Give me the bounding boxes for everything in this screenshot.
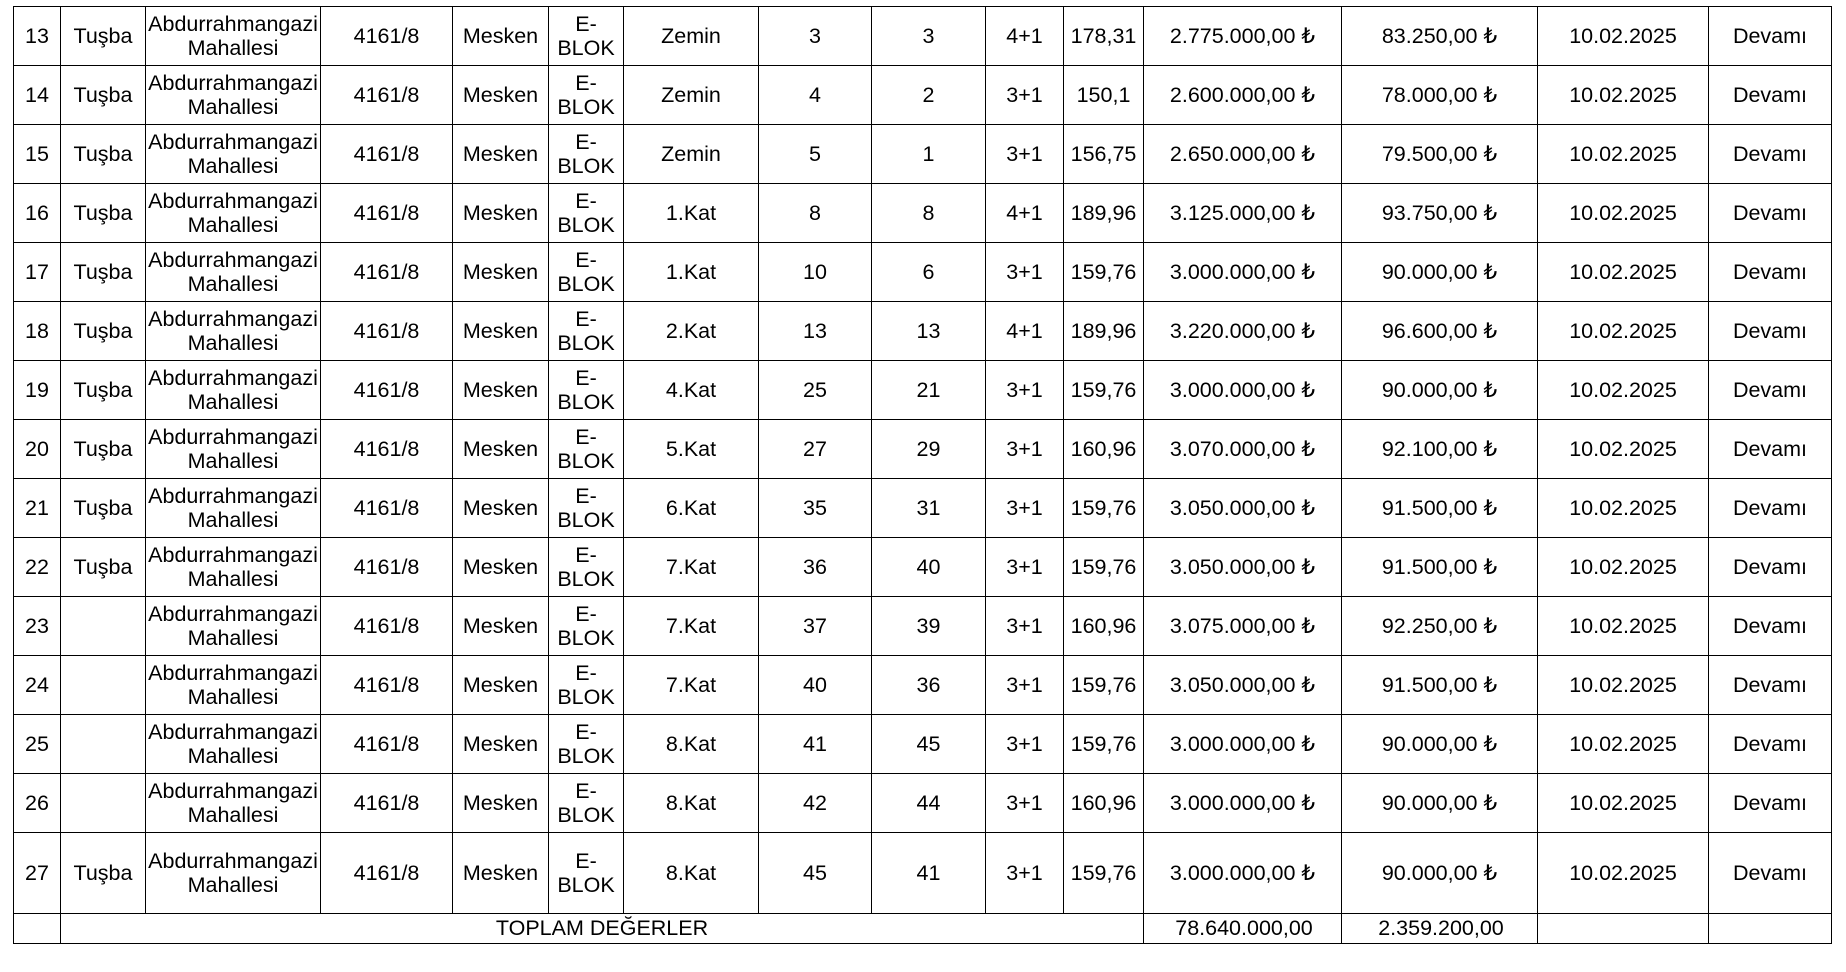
room-layout-cell: 3+1 xyxy=(986,66,1064,125)
room-layout-cell: 3+1 xyxy=(986,715,1064,774)
district-cell: Tuşba xyxy=(61,125,146,184)
deposit-cell: 90.000,00 ₺ xyxy=(1342,243,1538,302)
price-cell: 2.600.000,00 ₺ xyxy=(1144,66,1342,125)
block-cell: E-BLOK xyxy=(549,7,624,66)
deposit-cell: 90.000,00 ₺ xyxy=(1342,715,1538,774)
door-number-cell: 36 xyxy=(872,656,986,715)
district-cell: Tuşba xyxy=(61,243,146,302)
status-cell: Devamı xyxy=(1709,184,1832,243)
deposit-cell: 96.600,00 ₺ xyxy=(1342,302,1538,361)
neighborhood-cell: Abdurrahmangazi Mahallesi xyxy=(146,361,321,420)
parcel-cell: 4161/8 xyxy=(321,7,453,66)
status-cell: Devamı xyxy=(1709,302,1832,361)
neighborhood-cell: Abdurrahmangazi Mahallesi xyxy=(146,774,321,833)
table-row xyxy=(14,833,1832,914)
area-cell: 159,76 xyxy=(1064,538,1144,597)
unit-number-cell: 5 xyxy=(759,125,872,184)
district-cell: Tuşba xyxy=(61,302,146,361)
totals-label: TOPLAM DEĞERLER xyxy=(61,914,1144,944)
district-cell xyxy=(61,597,146,656)
floor-cell: 7.Kat xyxy=(624,597,759,656)
totals-empty-cell xyxy=(1709,914,1832,944)
property-table xyxy=(13,6,1832,944)
date-cell: 10.02.2025 xyxy=(1538,656,1709,715)
row-number-cell: 26 xyxy=(14,774,61,833)
floor-cell: Zemin xyxy=(624,125,759,184)
block-cell: E-BLOK xyxy=(549,420,624,479)
floor-cell: Zemin xyxy=(624,66,759,125)
table-row xyxy=(14,715,1832,774)
area-cell: 159,76 xyxy=(1064,479,1144,538)
unit-number-cell: 40 xyxy=(759,656,872,715)
table-row xyxy=(14,243,1832,302)
block-cell: E-BLOK xyxy=(549,243,624,302)
door-number-cell: 3 xyxy=(872,7,986,66)
parcel-cell: 4161/8 xyxy=(321,833,453,914)
area-cell: 160,96 xyxy=(1064,420,1144,479)
price-cell: 3.220.000,00 ₺ xyxy=(1144,302,1342,361)
area-cell: 189,96 xyxy=(1064,302,1144,361)
floor-cell: 2.Kat xyxy=(624,302,759,361)
floor-cell: 6.Kat xyxy=(624,479,759,538)
door-number-cell: 29 xyxy=(872,420,986,479)
deposit-cell: 83.250,00 ₺ xyxy=(1342,7,1538,66)
date-cell: 10.02.2025 xyxy=(1538,243,1709,302)
status-cell: Devamı xyxy=(1709,597,1832,656)
status-cell: Devamı xyxy=(1709,774,1832,833)
floor-cell: 5.Kat xyxy=(624,420,759,479)
deposit-cell: 92.100,00 ₺ xyxy=(1342,420,1538,479)
area-cell: 160,96 xyxy=(1064,597,1144,656)
table-row xyxy=(14,125,1832,184)
block-cell: E-BLOK xyxy=(549,833,624,914)
parcel-cell: 4161/8 xyxy=(321,361,453,420)
type-cell: Mesken xyxy=(453,538,549,597)
room-layout-cell: 3+1 xyxy=(986,538,1064,597)
floor-cell: 4.Kat xyxy=(624,361,759,420)
unit-number-cell: 25 xyxy=(759,361,872,420)
price-cell: 3.000.000,00 ₺ xyxy=(1144,243,1342,302)
price-cell: 3.000.000,00 ₺ xyxy=(1144,361,1342,420)
door-number-cell: 21 xyxy=(872,361,986,420)
totals-empty-cell xyxy=(1538,914,1709,944)
door-number-cell: 40 xyxy=(872,538,986,597)
deposit-cell: 78.000,00 ₺ xyxy=(1342,66,1538,125)
table-row xyxy=(14,597,1832,656)
door-number-cell: 41 xyxy=(872,833,986,914)
type-cell: Mesken xyxy=(453,420,549,479)
parcel-cell: 4161/8 xyxy=(321,243,453,302)
district-cell: Tuşba xyxy=(61,538,146,597)
row-number-cell: 24 xyxy=(14,656,61,715)
unit-number-cell: 41 xyxy=(759,715,872,774)
type-cell: Mesken xyxy=(453,833,549,914)
neighborhood-cell: Abdurrahmangazi Mahallesi xyxy=(146,66,321,125)
date-cell: 10.02.2025 xyxy=(1538,184,1709,243)
price-cell: 3.050.000,00 ₺ xyxy=(1144,538,1342,597)
row-number-cell: 21 xyxy=(14,479,61,538)
room-layout-cell: 3+1 xyxy=(986,656,1064,715)
type-cell: Mesken xyxy=(453,7,549,66)
unit-number-cell: 37 xyxy=(759,597,872,656)
table-row xyxy=(14,774,1832,833)
block-cell: E-BLOK xyxy=(549,125,624,184)
price-cell: 2.775.000,00 ₺ xyxy=(1144,7,1342,66)
table-row xyxy=(14,66,1832,125)
neighborhood-cell: Abdurrahmangazi Mahallesi xyxy=(146,420,321,479)
unit-number-cell: 35 xyxy=(759,479,872,538)
district-cell: Tuşba xyxy=(61,833,146,914)
type-cell: Mesken xyxy=(453,361,549,420)
room-layout-cell: 3+1 xyxy=(986,833,1064,914)
type-cell: Mesken xyxy=(453,302,549,361)
status-cell: Devamı xyxy=(1709,715,1832,774)
table-row xyxy=(14,538,1832,597)
block-cell: E-BLOK xyxy=(549,656,624,715)
price-cell: 3.075.000,00 ₺ xyxy=(1144,597,1342,656)
area-cell: 160,96 xyxy=(1064,774,1144,833)
type-cell: Mesken xyxy=(453,66,549,125)
unit-number-cell: 3 xyxy=(759,7,872,66)
neighborhood-cell: Abdurrahmangazi Mahallesi xyxy=(146,479,321,538)
price-cell: 3.070.000,00 ₺ xyxy=(1144,420,1342,479)
area-cell: 159,76 xyxy=(1064,833,1144,914)
unit-number-cell: 10 xyxy=(759,243,872,302)
price-cell: 3.050.000,00 ₺ xyxy=(1144,479,1342,538)
door-number-cell: 31 xyxy=(872,479,986,538)
district-cell: Tuşba xyxy=(61,184,146,243)
block-cell: E-BLOK xyxy=(549,479,624,538)
district-cell xyxy=(61,656,146,715)
parcel-cell: 4161/8 xyxy=(321,656,453,715)
date-cell: 10.02.2025 xyxy=(1538,715,1709,774)
floor-cell: 1.Kat xyxy=(624,184,759,243)
unit-number-cell: 45 xyxy=(759,833,872,914)
block-cell: E-BLOK xyxy=(549,538,624,597)
room-layout-cell: 3+1 xyxy=(986,774,1064,833)
neighborhood-cell: Abdurrahmangazi Mahallesi xyxy=(146,302,321,361)
area-cell: 159,76 xyxy=(1064,656,1144,715)
room-layout-cell: 4+1 xyxy=(986,7,1064,66)
status-cell: Devamı xyxy=(1709,66,1832,125)
row-number-cell: 15 xyxy=(14,125,61,184)
row-number-cell: 27 xyxy=(14,833,61,914)
date-cell: 10.02.2025 xyxy=(1538,7,1709,66)
area-cell: 159,76 xyxy=(1064,243,1144,302)
status-cell: Devamı xyxy=(1709,243,1832,302)
date-cell: 10.02.2025 xyxy=(1538,538,1709,597)
price-cell: 3.050.000,00 ₺ xyxy=(1144,656,1342,715)
neighborhood-cell: Abdurrahmangazi Mahallesi xyxy=(146,7,321,66)
price-cell: 3.000.000,00 ₺ xyxy=(1144,715,1342,774)
neighborhood-cell: Abdurrahmangazi Mahallesi xyxy=(146,243,321,302)
totals-bedel: 78.640.000,00 xyxy=(1144,914,1342,944)
status-cell: Devamı xyxy=(1709,479,1832,538)
row-number-cell: 19 xyxy=(14,361,61,420)
status-cell: Devamı xyxy=(1709,538,1832,597)
unit-number-cell: 4 xyxy=(759,66,872,125)
table-row xyxy=(14,420,1832,479)
room-layout-cell: 3+1 xyxy=(986,597,1064,656)
deposit-cell: 91.500,00 ₺ xyxy=(1342,479,1538,538)
date-cell: 10.02.2025 xyxy=(1538,774,1709,833)
table-row xyxy=(14,7,1832,66)
table-row xyxy=(14,656,1832,715)
district-cell xyxy=(61,715,146,774)
block-cell: E-BLOK xyxy=(549,597,624,656)
row-number-cell: 18 xyxy=(14,302,61,361)
date-cell: 10.02.2025 xyxy=(1538,361,1709,420)
room-layout-cell: 3+1 xyxy=(986,125,1064,184)
neighborhood-cell: Abdurrahmangazi Mahallesi xyxy=(146,184,321,243)
table-row xyxy=(14,184,1832,243)
parcel-cell: 4161/8 xyxy=(321,420,453,479)
row-number-cell: 13 xyxy=(14,7,61,66)
parcel-cell: 4161/8 xyxy=(321,538,453,597)
price-cell: 3.125.000,00 ₺ xyxy=(1144,184,1342,243)
door-number-cell: 45 xyxy=(872,715,986,774)
floor-cell: Zemin xyxy=(624,7,759,66)
type-cell: Mesken xyxy=(453,656,549,715)
door-number-cell: 2 xyxy=(872,66,986,125)
room-layout-cell: 4+1 xyxy=(986,302,1064,361)
district-cell: Tuşba xyxy=(61,361,146,420)
type-cell: Mesken xyxy=(453,597,549,656)
neighborhood-cell: Abdurrahmangazi Mahallesi xyxy=(146,715,321,774)
row-number-cell: 23 xyxy=(14,597,61,656)
district-cell: Tuşba xyxy=(61,66,146,125)
status-cell: Devamı xyxy=(1709,656,1832,715)
status-cell: Devamı xyxy=(1709,125,1832,184)
parcel-cell: 4161/8 xyxy=(321,302,453,361)
deposit-cell: 93.750,00 ₺ xyxy=(1342,184,1538,243)
parcel-cell: 4161/8 xyxy=(321,184,453,243)
neighborhood-cell: Abdurrahmangazi Mahallesi xyxy=(146,656,321,715)
door-number-cell: 39 xyxy=(872,597,986,656)
deposit-cell: 91.500,00 ₺ xyxy=(1342,656,1538,715)
totals-teminat: 2.359.200,00 xyxy=(1342,914,1538,944)
area-cell: 159,76 xyxy=(1064,361,1144,420)
unit-number-cell: 8 xyxy=(759,184,872,243)
door-number-cell: 1 xyxy=(872,125,986,184)
table-body xyxy=(14,7,1832,944)
type-cell: Mesken xyxy=(453,125,549,184)
price-cell: 3.000.000,00 ₺ xyxy=(1144,774,1342,833)
date-cell: 10.02.2025 xyxy=(1538,66,1709,125)
type-cell: Mesken xyxy=(453,243,549,302)
parcel-cell: 4161/8 xyxy=(321,66,453,125)
floor-cell: 8.Kat xyxy=(624,715,759,774)
row-number-cell: 20 xyxy=(14,420,61,479)
type-cell: Mesken xyxy=(453,184,549,243)
room-layout-cell: 4+1 xyxy=(986,184,1064,243)
table-row xyxy=(14,361,1832,420)
unit-number-cell: 27 xyxy=(759,420,872,479)
door-number-cell: 6 xyxy=(872,243,986,302)
status-cell: Devamı xyxy=(1709,833,1832,914)
unit-number-cell: 36 xyxy=(759,538,872,597)
area-cell: 189,96 xyxy=(1064,184,1144,243)
block-cell: E-BLOK xyxy=(549,715,624,774)
district-cell: Tuşba xyxy=(61,7,146,66)
date-cell: 10.02.2025 xyxy=(1538,479,1709,538)
floor-cell: 8.Kat xyxy=(624,833,759,914)
date-cell: 10.02.2025 xyxy=(1538,833,1709,914)
room-layout-cell: 3+1 xyxy=(986,420,1064,479)
type-cell: Mesken xyxy=(453,774,549,833)
door-number-cell: 44 xyxy=(872,774,986,833)
floor-cell: 7.Kat xyxy=(624,656,759,715)
block-cell: E-BLOK xyxy=(549,774,624,833)
price-cell: 2.650.000,00 ₺ xyxy=(1144,125,1342,184)
block-cell: E-BLOK xyxy=(549,361,624,420)
area-cell: 178,31 xyxy=(1064,7,1144,66)
deposit-cell: 91.500,00 ₺ xyxy=(1342,538,1538,597)
area-cell: 156,75 xyxy=(1064,125,1144,184)
deposit-cell: 90.000,00 ₺ xyxy=(1342,361,1538,420)
row-number-cell: 14 xyxy=(14,66,61,125)
floor-cell: 8.Kat xyxy=(624,774,759,833)
price-cell: 3.000.000,00 ₺ xyxy=(1144,833,1342,914)
parcel-cell: 4161/8 xyxy=(321,479,453,538)
door-number-cell: 8 xyxy=(872,184,986,243)
neighborhood-cell: Abdurrahmangazi Mahallesi xyxy=(146,538,321,597)
room-layout-cell: 3+1 xyxy=(986,361,1064,420)
totals-row xyxy=(14,914,1832,944)
table-row xyxy=(14,479,1832,538)
room-layout-cell: 3+1 xyxy=(986,243,1064,302)
unit-number-cell: 42 xyxy=(759,774,872,833)
date-cell: 10.02.2025 xyxy=(1538,420,1709,479)
row-number-cell: 16 xyxy=(14,184,61,243)
neighborhood-cell: Abdurrahmangazi Mahallesi xyxy=(146,125,321,184)
room-layout-cell: 3+1 xyxy=(986,479,1064,538)
row-number-cell: 25 xyxy=(14,715,61,774)
block-cell: E-BLOK xyxy=(549,66,624,125)
status-cell: Devamı xyxy=(1709,361,1832,420)
block-cell: E-BLOK xyxy=(549,184,624,243)
neighborhood-cell: Abdurrahmangazi Mahallesi xyxy=(146,833,321,914)
district-cell: Tuşba xyxy=(61,420,146,479)
type-cell: Mesken xyxy=(453,715,549,774)
deposit-cell: 92.250,00 ₺ xyxy=(1342,597,1538,656)
area-cell: 150,1 xyxy=(1064,66,1144,125)
deposit-cell: 79.500,00 ₺ xyxy=(1342,125,1538,184)
table-row xyxy=(14,302,1832,361)
area-cell: 159,76 xyxy=(1064,715,1144,774)
type-cell: Mesken xyxy=(453,479,549,538)
row-number-cell: 22 xyxy=(14,538,61,597)
deposit-cell: 90.000,00 ₺ xyxy=(1342,774,1538,833)
parcel-cell: 4161/8 xyxy=(321,774,453,833)
status-cell: Devamı xyxy=(1709,7,1832,66)
parcel-cell: 4161/8 xyxy=(321,597,453,656)
neighborhood-cell: Abdurrahmangazi Mahallesi xyxy=(146,597,321,656)
unit-number-cell: 13 xyxy=(759,302,872,361)
floor-cell: 7.Kat xyxy=(624,538,759,597)
date-cell: 10.02.2025 xyxy=(1538,597,1709,656)
deposit-cell: 90.000,00 ₺ xyxy=(1342,833,1538,914)
block-cell: E-BLOK xyxy=(549,302,624,361)
status-cell: Devamı xyxy=(1709,420,1832,479)
parcel-cell: 4161/8 xyxy=(321,125,453,184)
parcel-cell: 4161/8 xyxy=(321,715,453,774)
date-cell: 10.02.2025 xyxy=(1538,302,1709,361)
district-cell xyxy=(61,774,146,833)
district-cell: Tuşba xyxy=(61,479,146,538)
totals-empty-cell xyxy=(14,914,61,944)
date-cell: 10.02.2025 xyxy=(1538,125,1709,184)
floor-cell: 1.Kat xyxy=(624,243,759,302)
row-number-cell: 17 xyxy=(14,243,61,302)
door-number-cell: 13 xyxy=(872,302,986,361)
